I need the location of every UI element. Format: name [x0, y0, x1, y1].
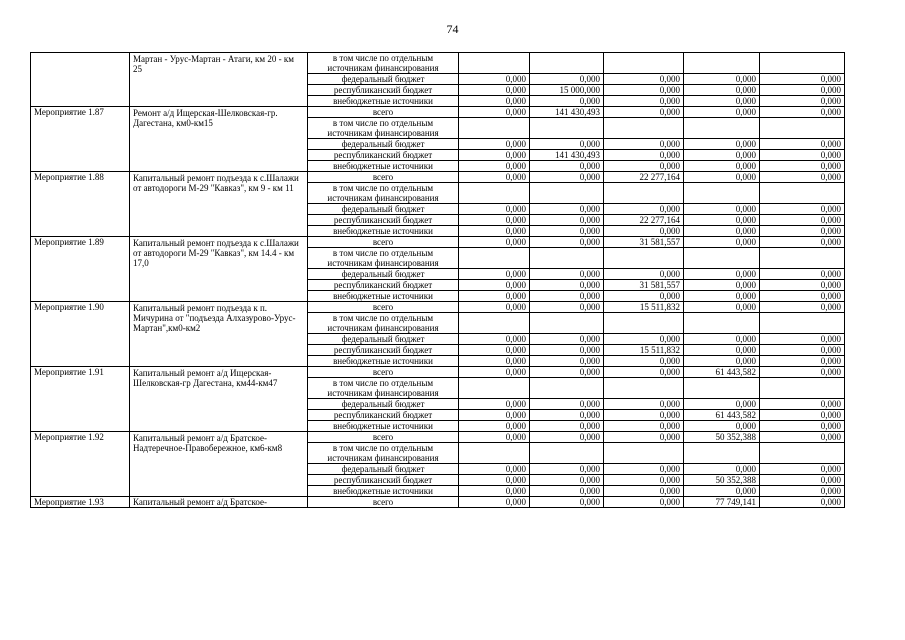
source-label: республиканский бюджет — [308, 150, 459, 161]
value-cell: 0,000 — [684, 302, 760, 313]
source-label: республиканский бюджет — [308, 215, 459, 226]
value-cell: 0,000 — [530, 204, 604, 215]
value-cell: 0,000 — [530, 410, 604, 421]
value-cell — [604, 313, 684, 334]
value-cell: 0,000 — [459, 237, 530, 248]
value-cell: 0,000 — [684, 172, 760, 183]
value-cell: 0,000 — [604, 421, 684, 432]
value-cell: 0,000 — [459, 291, 530, 302]
value-cell: 0,000 — [604, 367, 684, 378]
source-label: всего — [308, 432, 459, 443]
value-cell: 31 581,557 — [604, 280, 684, 291]
source-label: всего — [308, 497, 459, 508]
value-cell — [684, 118, 760, 139]
value-cell: 0,000 — [530, 367, 604, 378]
value-cell: 0,000 — [684, 237, 760, 248]
event-id: Мероприятие 1.87 — [31, 107, 130, 172]
value-cell: 0,000 — [684, 215, 760, 226]
value-cell — [760, 313, 845, 334]
value-cell: 0,000 — [459, 356, 530, 367]
value-cell: 0,000 — [684, 291, 760, 302]
value-cell: 0,000 — [459, 464, 530, 475]
event-name: Капитальный ремонт подъезда к с.Шалажи от автодороги М-29 "Кавказ", км 14.4 - км 17,0 — [130, 237, 308, 302]
table-row — [31, 172, 845, 183]
value-cell — [684, 313, 760, 334]
value-cell: 0,000 — [604, 486, 684, 497]
value-cell: 0,000 — [684, 464, 760, 475]
source-label: всего — [308, 172, 459, 183]
value-cell: 15 000,000 — [530, 85, 604, 96]
value-cell: 0,000 — [760, 410, 845, 421]
value-cell: 0,000 — [530, 139, 604, 150]
source-label: всего — [308, 302, 459, 313]
value-cell: 0,000 — [530, 421, 604, 432]
value-cell — [604, 118, 684, 139]
event-id: Мероприятие 1.93 — [31, 497, 130, 508]
value-cell: 0,000 — [530, 269, 604, 280]
value-cell: 0,000 — [760, 204, 845, 215]
source-label: внебюджетные источники — [308, 486, 459, 497]
source-label: республиканский бюджет — [308, 85, 459, 96]
value-cell: 0,000 — [530, 237, 604, 248]
value-cell: 0,000 — [760, 497, 845, 508]
table-row — [31, 497, 845, 508]
value-cell: 0,000 — [459, 161, 530, 172]
value-cell: 0,000 — [684, 139, 760, 150]
value-cell: 0,000 — [760, 226, 845, 237]
value-cell: 0,000 — [530, 291, 604, 302]
value-cell — [530, 443, 604, 464]
value-cell: 31 581,557 — [604, 237, 684, 248]
value-cell: 61 443,582 — [684, 410, 760, 421]
event-name: Капитальный ремонт подъезда к п. Мичурина от "подъезда Алхазурово-Урус-Мартан",км0-км2 — [130, 302, 308, 367]
value-cell — [530, 313, 604, 334]
value-cell — [604, 248, 684, 269]
value-cell: 0,000 — [459, 172, 530, 183]
value-cell: 0,000 — [459, 280, 530, 291]
value-cell: 0,000 — [530, 280, 604, 291]
value-cell: 15 511,832 — [604, 345, 684, 356]
value-cell: 0,000 — [684, 204, 760, 215]
value-cell: 0,000 — [760, 280, 845, 291]
source-label: федеральный бюджет — [308, 204, 459, 215]
value-cell: 0,000 — [459, 269, 530, 280]
value-cell: 0,000 — [530, 356, 604, 367]
value-cell: 0,000 — [530, 215, 604, 226]
value-cell: 50 352,388 — [684, 475, 760, 486]
value-cell: 0,000 — [684, 161, 760, 172]
value-cell: 0,000 — [604, 204, 684, 215]
value-cell: 0,000 — [760, 161, 845, 172]
value-cell — [459, 118, 530, 139]
value-cell: 0,000 — [760, 464, 845, 475]
table-body — [31, 53, 845, 508]
value-cell: 0,000 — [459, 204, 530, 215]
value-cell: 0,000 — [459, 486, 530, 497]
value-cell: 0,000 — [459, 139, 530, 150]
value-cell: 0,000 — [530, 302, 604, 313]
value-cell — [760, 118, 845, 139]
value-cell: 22 277,164 — [604, 172, 684, 183]
event-id: Мероприятие 1.90 — [31, 302, 130, 367]
value-cell: 0,000 — [459, 107, 530, 118]
value-cell: 0,000 — [604, 85, 684, 96]
value-cell: 0,000 — [684, 486, 760, 497]
source-label: всего — [308, 367, 459, 378]
source-label: внебюджетные источники — [308, 161, 459, 172]
value-cell: 0,000 — [760, 367, 845, 378]
value-cell: 0,000 — [459, 410, 530, 421]
value-cell: 0,000 — [604, 410, 684, 421]
event-name: Капитальный ремонт а/д Братское- — [130, 497, 308, 508]
value-cell: 0,000 — [684, 107, 760, 118]
value-cell: 0,000 — [604, 432, 684, 443]
source-label: федеральный бюджет — [308, 399, 459, 410]
source-label: в том числе по отдельным источникам финансирования — [308, 313, 459, 334]
value-cell: 141 430,493 — [530, 107, 604, 118]
value-cell — [760, 53, 845, 74]
value-cell: 0,000 — [684, 399, 760, 410]
source-label: всего — [308, 237, 459, 248]
value-cell: 0,000 — [760, 96, 845, 107]
event-id: Мероприятие 1.91 — [31, 367, 130, 432]
value-cell — [530, 118, 604, 139]
value-cell: 0,000 — [530, 345, 604, 356]
value-cell: 0,000 — [459, 74, 530, 85]
source-label: в том числе по отдельным источникам финансирования — [308, 443, 459, 464]
value-cell: 0,000 — [604, 74, 684, 85]
value-cell — [760, 248, 845, 269]
value-cell: 0,000 — [684, 421, 760, 432]
value-cell — [459, 443, 530, 464]
value-cell: 0,000 — [530, 497, 604, 508]
source-label: внебюджетные источники — [308, 226, 459, 237]
value-cell: 0,000 — [530, 172, 604, 183]
table-row — [31, 367, 845, 378]
source-label: внебюджетные источники — [308, 421, 459, 432]
source-label: в том числе по отдельным источникам финансирования — [308, 183, 459, 204]
value-cell — [684, 183, 760, 204]
value-cell: 0,000 — [760, 172, 845, 183]
table-row — [31, 107, 845, 118]
value-cell: 0,000 — [684, 74, 760, 85]
value-cell: 141 430,493 — [530, 150, 604, 161]
value-cell — [684, 248, 760, 269]
value-cell — [760, 183, 845, 204]
value-cell: 0,000 — [459, 215, 530, 226]
value-cell: 0,000 — [604, 139, 684, 150]
value-cell: 0,000 — [459, 399, 530, 410]
event-name: Ремонт а/д Ищерская-Шелковская-гр. Дагестана, км0-км15 — [130, 107, 308, 172]
value-cell: 0,000 — [604, 399, 684, 410]
value-cell: 0,000 — [684, 96, 760, 107]
value-cell: 0,000 — [760, 302, 845, 313]
source-label: в том числе по отдельным источникам финансирования — [308, 53, 459, 74]
value-cell: 0,000 — [684, 269, 760, 280]
value-cell: 0,000 — [604, 464, 684, 475]
value-cell: 0,000 — [530, 226, 604, 237]
value-cell — [604, 378, 684, 399]
value-cell: 0,000 — [459, 302, 530, 313]
financing-table — [30, 52, 845, 508]
table-row — [31, 302, 845, 313]
source-label: всего — [308, 107, 459, 118]
value-cell: 0,000 — [604, 96, 684, 107]
value-cell: 0,000 — [530, 74, 604, 85]
value-cell: 0,000 — [760, 475, 845, 486]
value-cell: 0,000 — [760, 432, 845, 443]
table-row — [31, 53, 845, 74]
value-cell: 0,000 — [459, 96, 530, 107]
source-label: республиканский бюджет — [308, 475, 459, 486]
value-cell: 0,000 — [459, 345, 530, 356]
value-cell: 61 443,582 — [684, 367, 760, 378]
event-name: Мартан - Урус-Мартан - Атаги, км 20 - км 25 — [130, 53, 308, 107]
value-cell: 0,000 — [459, 475, 530, 486]
value-cell: 0,000 — [760, 345, 845, 356]
value-cell: 22 277,164 — [604, 215, 684, 226]
value-cell: 0,000 — [459, 334, 530, 345]
value-cell: 0,000 — [459, 226, 530, 237]
source-label: федеральный бюджет — [308, 269, 459, 280]
source-label: федеральный бюджет — [308, 139, 459, 150]
value-cell: 0,000 — [530, 464, 604, 475]
value-cell: 0,000 — [760, 74, 845, 85]
value-cell — [459, 378, 530, 399]
value-cell: 0,000 — [530, 475, 604, 486]
value-cell: 0,000 — [459, 432, 530, 443]
event-name: Капитальный ремонт а/д Ищерская-Шелковская-гр Дагестана, км44-км47 — [130, 367, 308, 432]
value-cell: 0,000 — [604, 161, 684, 172]
value-cell — [684, 378, 760, 399]
value-cell: 15 511,832 — [604, 302, 684, 313]
value-cell: 0,000 — [530, 334, 604, 345]
value-cell: 0,000 — [760, 139, 845, 150]
value-cell: 77 749,141 — [684, 497, 760, 508]
value-cell: 0,000 — [530, 161, 604, 172]
source-label: федеральный бюджет — [308, 464, 459, 475]
event-id: Мероприятие 1.88 — [31, 172, 130, 237]
value-cell: 0,000 — [760, 486, 845, 497]
value-cell: 0,000 — [684, 280, 760, 291]
value-cell: 0,000 — [530, 399, 604, 410]
source-label: республиканский бюджет — [308, 345, 459, 356]
source-label: в том числе по отдельным источникам финансирования — [308, 378, 459, 399]
value-cell — [530, 53, 604, 74]
value-cell: 0,000 — [530, 96, 604, 107]
value-cell: 0,000 — [604, 497, 684, 508]
source-label: федеральный бюджет — [308, 74, 459, 85]
value-cell — [604, 443, 684, 464]
value-cell: 0,000 — [760, 85, 845, 96]
event-name: Капитальный ремонт подъезда к с.Шалажи от автодороги М-29 "Кавказ", км 9 - км 11 — [130, 172, 308, 237]
value-cell: 0,000 — [530, 432, 604, 443]
value-cell — [459, 313, 530, 334]
value-cell: 0,000 — [604, 150, 684, 161]
value-cell — [530, 378, 604, 399]
value-cell: 50 352,388 — [684, 432, 760, 443]
value-cell: 0,000 — [684, 85, 760, 96]
value-cell — [604, 53, 684, 74]
value-cell: 0,000 — [459, 85, 530, 96]
source-label: внебюджетные источники — [308, 96, 459, 107]
source-label: внебюджетные источники — [308, 291, 459, 302]
value-cell: 0,000 — [684, 345, 760, 356]
value-cell: 0,000 — [760, 237, 845, 248]
value-cell — [760, 443, 845, 464]
value-cell: 0,000 — [684, 150, 760, 161]
value-cell: 0,000 — [760, 215, 845, 226]
table-row — [31, 432, 845, 443]
value-cell: 0,000 — [604, 269, 684, 280]
value-cell: 0,000 — [760, 421, 845, 432]
value-cell — [459, 53, 530, 74]
value-cell: 0,000 — [760, 150, 845, 161]
value-cell: 0,000 — [459, 421, 530, 432]
value-cell: 0,000 — [530, 486, 604, 497]
value-cell — [459, 248, 530, 269]
value-cell: 0,000 — [459, 150, 530, 161]
value-cell: 0,000 — [459, 367, 530, 378]
value-cell: 0,000 — [604, 334, 684, 345]
value-cell: 0,000 — [604, 475, 684, 486]
source-label: в том числе по отдельным источникам финансирования — [308, 118, 459, 139]
value-cell: 0,000 — [604, 226, 684, 237]
value-cell: 0,000 — [684, 226, 760, 237]
value-cell: 0,000 — [604, 291, 684, 302]
page-number: 74 — [446, 22, 459, 36]
event-id: Мероприятие 1.89 — [31, 237, 130, 302]
value-cell — [604, 183, 684, 204]
value-cell — [684, 53, 760, 74]
value-cell — [684, 443, 760, 464]
source-label: в том числе по отдельным источникам финансирования — [308, 248, 459, 269]
source-label: федеральный бюджет — [308, 334, 459, 345]
value-cell: 0,000 — [459, 497, 530, 508]
table-row — [31, 237, 845, 248]
event-cell — [31, 53, 130, 107]
value-cell: 0,000 — [760, 107, 845, 118]
value-cell: 0,000 — [760, 399, 845, 410]
value-cell: 0,000 — [760, 269, 845, 280]
value-cell: 0,000 — [684, 356, 760, 367]
event-id: Мероприятие 1.92 — [31, 432, 130, 497]
value-cell: 0,000 — [760, 334, 845, 345]
value-cell: 0,000 — [604, 107, 684, 118]
value-cell — [530, 183, 604, 204]
value-cell — [459, 183, 530, 204]
value-cell — [760, 378, 845, 399]
value-cell: 0,000 — [760, 356, 845, 367]
value-cell — [530, 248, 604, 269]
value-cell: 0,000 — [604, 356, 684, 367]
value-cell: 0,000 — [684, 334, 760, 345]
source-label: внебюджетные источники — [308, 356, 459, 367]
event-name: Капитальный ремонт а/д Братское-Надтеречное-Правобережное, км6-км8 — [130, 432, 308, 497]
source-label: республиканский бюджет — [308, 280, 459, 291]
value-cell: 0,000 — [760, 291, 845, 302]
source-label: республиканский бюджет — [308, 410, 459, 421]
